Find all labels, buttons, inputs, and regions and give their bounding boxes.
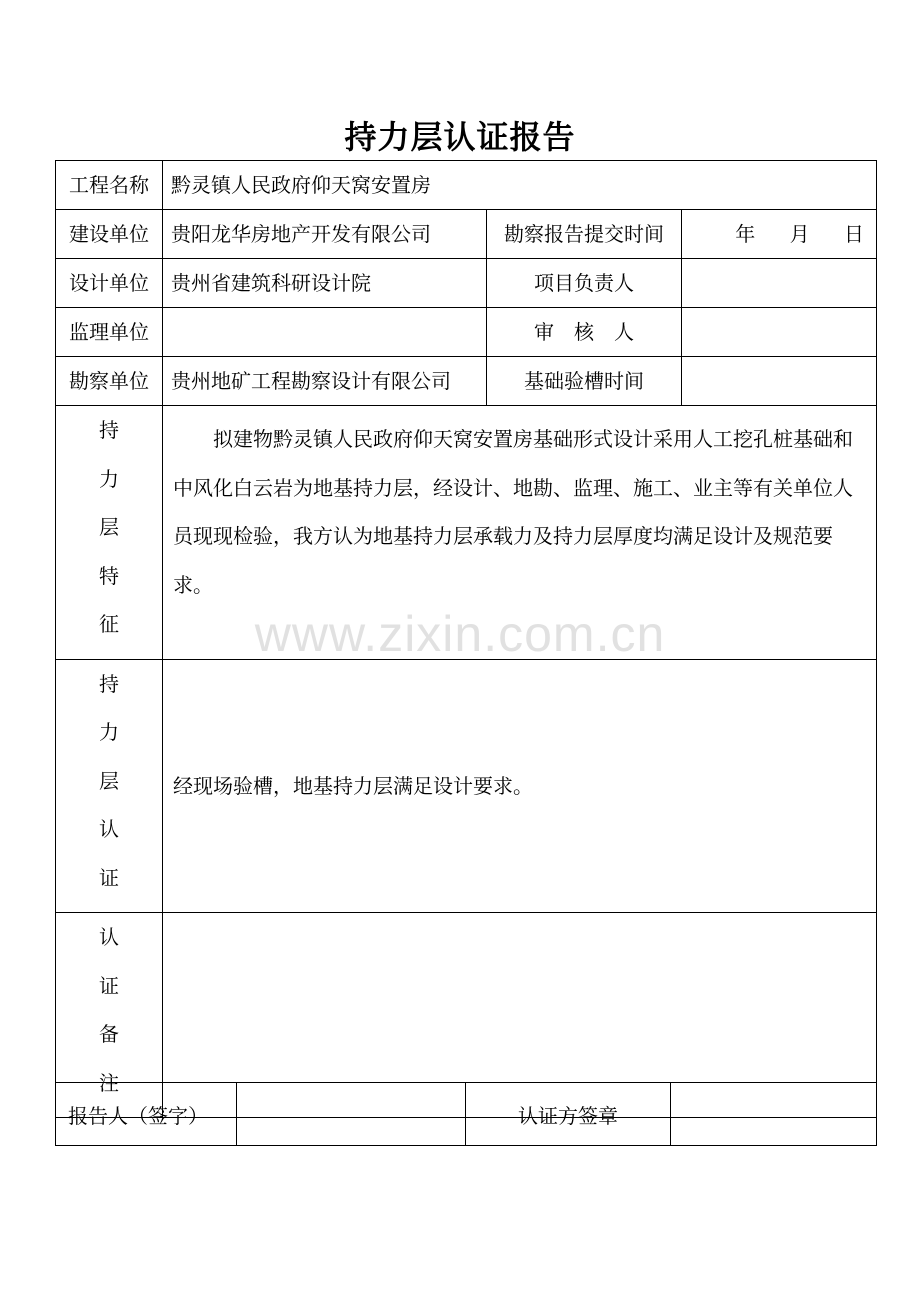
row-construction-unit xyxy=(56,210,877,259)
report-submit-date xyxy=(682,210,877,259)
watermark: www.zixin.com.cn xyxy=(254,606,666,662)
row-design-unit xyxy=(56,259,877,308)
certification-label-char: 认 xyxy=(99,817,119,841)
row-project-name xyxy=(56,161,877,210)
foundation-inspection-time-value xyxy=(682,357,877,406)
date-day: 日 xyxy=(844,222,865,246)
features-label-char: 层 xyxy=(99,515,119,539)
certification-label-char: 力 xyxy=(99,720,119,744)
design-unit-value: 贵州省建筑科研设计院 xyxy=(163,259,487,308)
survey-unit-label: 勘察单位 xyxy=(56,357,163,406)
certification-label-char: 持 xyxy=(99,671,119,696)
project-name-value: 黔灵镇人民政府仰天窝安置房 xyxy=(163,161,877,210)
reviewer-label: 审 核 人 xyxy=(487,308,682,357)
features-label-char: 特 xyxy=(99,563,119,588)
signature-table xyxy=(55,1082,877,1146)
date-year: 年 xyxy=(735,222,756,246)
remarks-label-char: 证 xyxy=(99,973,119,998)
report-form xyxy=(55,160,877,1118)
features-label-char: 征 xyxy=(99,612,119,636)
row-supervision-unit xyxy=(56,308,877,357)
certification-label-char: 层 xyxy=(99,768,119,793)
row-bearing-layer-certification xyxy=(56,659,877,913)
features-label-char: 力 xyxy=(99,466,119,491)
certifier-seal-value xyxy=(671,1083,877,1146)
construction-unit-value: 贵阳龙华房地产开发有限公司 xyxy=(163,210,487,259)
project-leader-label: 项目负责人 xyxy=(487,259,682,308)
date-month: 月 xyxy=(789,222,810,246)
foundation-inspection-time-label: 基础验槽时间 xyxy=(487,357,682,406)
design-unit-label: 设计单位 xyxy=(56,259,163,308)
features-label-char: 持 xyxy=(99,418,119,442)
survey-unit-value: 贵州地矿工程勘察设计有限公司 xyxy=(163,357,487,406)
certifier-seal-label: 认证方签章 xyxy=(466,1083,671,1146)
supervision-unit-label: 监理单位 xyxy=(56,308,163,357)
report-title: 持力层认证报告 xyxy=(344,118,576,156)
project-leader-value xyxy=(682,259,877,308)
project-name-label: 工程名称 xyxy=(56,161,163,210)
certification-text: 经现场验槽，地基持力层满足设计要求。 xyxy=(163,659,877,913)
reviewer-value xyxy=(682,308,877,357)
certification-label xyxy=(56,659,163,913)
row-signature xyxy=(56,1083,877,1146)
reporter-signature-value xyxy=(237,1083,466,1146)
report-submit-time-label: 勘察报告提交时间 xyxy=(487,210,682,259)
remarks-label-char: 备 xyxy=(99,1022,119,1046)
remarks-label-char: 注 xyxy=(99,1070,119,1095)
row-bearing-layer-features xyxy=(56,406,877,660)
certification-label-char: 证 xyxy=(99,865,119,890)
reporter-signature-label: 报告人（签字） xyxy=(56,1083,237,1146)
remarks-label-char: 认 xyxy=(99,925,119,949)
row-survey-unit xyxy=(56,357,877,406)
construction-unit-label: 建设单位 xyxy=(56,210,163,259)
supervision-unit-value xyxy=(163,308,487,357)
features-text: 拟建物黔灵镇人民政府仰天窝安置房基础形式设计采用人工挖孔桩基础和中风化白云岩为地基持力层，经设计、地勘、监理、施工、业主等有关单位人员现现检验，我方认为地基持力层承载力及持力层厚度均满足设计及规范要求。 xyxy=(163,406,877,660)
features-label xyxy=(56,406,163,660)
